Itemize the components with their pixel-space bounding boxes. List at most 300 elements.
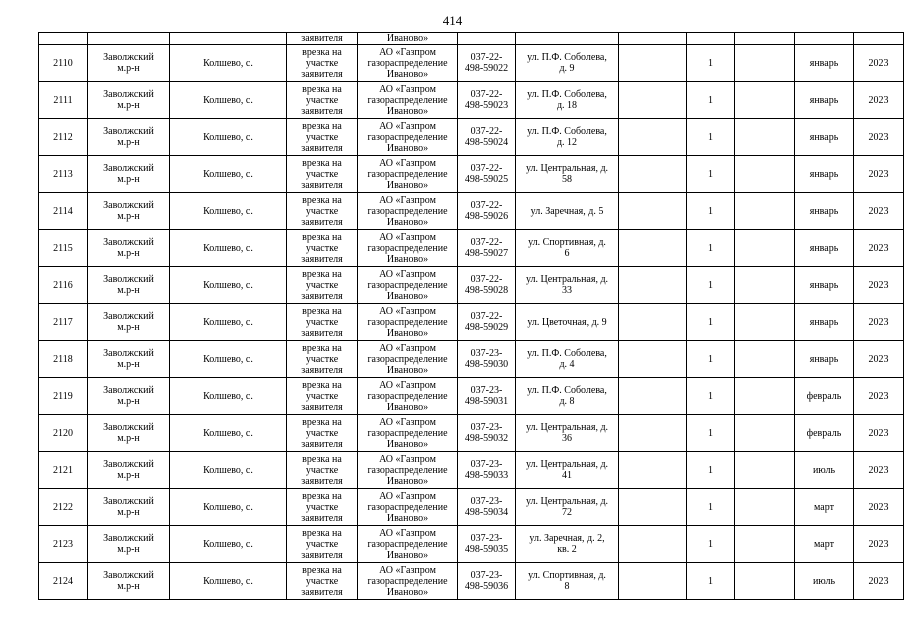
cell-locality: Колшево, с. bbox=[170, 341, 287, 378]
cell-empty bbox=[854, 33, 904, 45]
cell-district-line: Заволжский bbox=[103, 126, 154, 137]
cell-organization-line: АО «Газпром bbox=[379, 268, 436, 280]
cell-organization bbox=[358, 45, 458, 82]
cell-district bbox=[88, 341, 170, 378]
cell-work-type-line: заявителя bbox=[301, 364, 343, 376]
table-row bbox=[39, 82, 904, 119]
cell-empty bbox=[619, 489, 687, 526]
cell-district-line: Заволжский bbox=[103, 237, 154, 248]
cell-number: 2113 bbox=[39, 156, 88, 193]
cell-organization bbox=[358, 452, 458, 489]
table-row bbox=[39, 193, 904, 230]
cell-code-line: 498-59033 bbox=[464, 470, 509, 481]
cell-empty bbox=[735, 415, 795, 452]
cell-work-type bbox=[287, 193, 358, 230]
cell-work-type-line: заявителя bbox=[301, 216, 343, 228]
cell-year: 2023 bbox=[854, 526, 904, 563]
cell-organization-line: Иваново» bbox=[386, 290, 429, 302]
cell-empty bbox=[88, 33, 170, 45]
cell-work-type-line: участке bbox=[305, 316, 339, 328]
cell-code bbox=[458, 304, 516, 341]
cell-work-type bbox=[287, 563, 358, 600]
cell-quantity: 1 bbox=[687, 230, 735, 267]
cell-locality: Колшево, с. bbox=[170, 526, 287, 563]
cell-empty bbox=[619, 193, 687, 230]
cell-organization bbox=[358, 193, 458, 230]
cell-code-line: 037-23- bbox=[470, 570, 503, 581]
table-row bbox=[39, 563, 904, 600]
cell-year: 2023 bbox=[854, 230, 904, 267]
cell-organization-line: газораспределение bbox=[367, 538, 448, 550]
cell-empty bbox=[619, 267, 687, 304]
cell-locality: Колшево, с. bbox=[170, 267, 287, 304]
cell-district bbox=[88, 82, 170, 119]
cell-work-type bbox=[287, 230, 358, 267]
cell-organization-line: Иваново» bbox=[386, 105, 429, 117]
cell-organization-line: АО «Газпром bbox=[379, 490, 436, 502]
cell-district-line: м.р-н bbox=[117, 396, 140, 407]
cell-organization-line: газораспределение bbox=[367, 279, 448, 291]
cell-work-type-line: заявителя bbox=[301, 142, 343, 154]
cell-work-type-line: участке bbox=[305, 242, 339, 254]
cell-organization-line: газораспределение bbox=[367, 501, 448, 513]
cell-work-type bbox=[287, 267, 358, 304]
cell-district-line: м.р-н bbox=[117, 507, 140, 518]
cell-quantity: 1 bbox=[687, 82, 735, 119]
cell-empty bbox=[619, 82, 687, 119]
cell-empty bbox=[735, 156, 795, 193]
cell-district-line: Заволжский bbox=[103, 89, 154, 100]
cell-month: июль bbox=[795, 452, 854, 489]
cell-address-line: ул. Заречная, д. 2, bbox=[529, 533, 605, 544]
cell-code-line: 498-59025 bbox=[464, 174, 509, 185]
cell-empty bbox=[619, 156, 687, 193]
cell-work-type-line: участке bbox=[305, 353, 339, 365]
cell-work-type-line: участке bbox=[305, 168, 339, 180]
cell-district bbox=[88, 526, 170, 563]
cell-district-line: м.р-н bbox=[117, 433, 140, 444]
cell-organization-line: Иваново» bbox=[386, 364, 429, 376]
cell-month: январь bbox=[795, 193, 854, 230]
cell-district bbox=[88, 267, 170, 304]
cell-code bbox=[458, 378, 516, 415]
cell-empty bbox=[619, 452, 687, 489]
cell-work-type-line: врезка на bbox=[302, 527, 342, 539]
cell-district-line: м.р-н bbox=[117, 248, 140, 259]
table-row bbox=[39, 489, 904, 526]
cell-code-line: 037-23- bbox=[470, 422, 503, 433]
cell-work-type-line: заявителя bbox=[301, 475, 343, 487]
cell-month: январь bbox=[795, 156, 854, 193]
cell-number: 2112 bbox=[39, 119, 88, 156]
cell-empty bbox=[735, 193, 795, 230]
cell-organization-line: газораспределение bbox=[367, 57, 448, 69]
cell-number: 2123 bbox=[39, 526, 88, 563]
cell-work-type-line: участке bbox=[305, 575, 339, 587]
cell-month: март bbox=[795, 489, 854, 526]
cell-work-type-tail: заявителя bbox=[287, 33, 358, 45]
cell-code bbox=[458, 193, 516, 230]
cell-address-line: д. 12 bbox=[556, 137, 578, 148]
cell-code-line: 037-22- bbox=[470, 163, 503, 174]
cell-district bbox=[88, 45, 170, 82]
cell-quantity: 1 bbox=[687, 304, 735, 341]
cell-empty bbox=[619, 33, 687, 45]
cell-organization bbox=[358, 119, 458, 156]
cell-organization-line: Иваново» bbox=[386, 512, 429, 524]
cell-quantity: 1 bbox=[687, 119, 735, 156]
cell-address bbox=[516, 267, 619, 304]
cell-organization bbox=[358, 230, 458, 267]
cell-work-type-line: врезка на bbox=[302, 379, 342, 391]
cell-organization-line: газораспределение bbox=[367, 390, 448, 402]
cell-organization bbox=[358, 82, 458, 119]
cell-address bbox=[516, 489, 619, 526]
cell-year: 2023 bbox=[854, 452, 904, 489]
cell-work-type-line: врезка на bbox=[302, 490, 342, 502]
cell-work-type-line: врезка на bbox=[302, 342, 342, 354]
cell-address-line: ул. Центральная, д. bbox=[525, 274, 609, 285]
cell-address-line: д. 9 bbox=[559, 63, 575, 74]
cell-work-type-line: заявителя bbox=[301, 327, 343, 339]
cell-work-type-line: врезка на bbox=[302, 194, 342, 206]
cell-work-type bbox=[287, 304, 358, 341]
cell-address-line: ул. П.Ф. Соболева, bbox=[527, 348, 607, 359]
cell-work-type-line: участке bbox=[305, 94, 339, 106]
cell-work-type-line: участке bbox=[305, 131, 339, 143]
cell-district bbox=[88, 563, 170, 600]
cell-organization-line: Иваново» bbox=[386, 475, 429, 487]
cell-organization-line: газораспределение bbox=[367, 575, 448, 587]
cell-work-type-line: заявителя bbox=[301, 438, 343, 450]
cell-year: 2023 bbox=[854, 45, 904, 82]
cell-organization-line: Иваново» bbox=[386, 179, 429, 191]
page-number: 414 bbox=[442, 13, 463, 28]
table-row bbox=[39, 304, 904, 341]
cell-address-line: ул. Цветочная, д. 9 bbox=[527, 316, 607, 328]
cell-organization-line: АО «Газпром bbox=[379, 46, 436, 58]
cell-empty bbox=[619, 378, 687, 415]
cell-code-line: 498-59036 bbox=[464, 581, 509, 592]
cell-district-line: м.р-н bbox=[117, 63, 140, 74]
cell-code bbox=[458, 526, 516, 563]
cell-address-line: д. 18 bbox=[556, 100, 578, 111]
cell-address-line: ул. Спортивная, д. bbox=[528, 237, 606, 248]
cell-quantity: 1 bbox=[687, 415, 735, 452]
cell-address-line: ул. Центральная, д. bbox=[525, 459, 609, 470]
cell-organization-line: газораспределение bbox=[367, 168, 448, 180]
cell-address bbox=[516, 45, 619, 82]
cell-district-line: м.р-н bbox=[117, 470, 140, 481]
cell-empty bbox=[735, 267, 795, 304]
cell-organization-line: АО «Газпром bbox=[379, 305, 436, 317]
table-row bbox=[39, 378, 904, 415]
cell-number: 2118 bbox=[39, 341, 88, 378]
cell-district-line: м.р-н bbox=[117, 285, 140, 296]
cell-district bbox=[88, 378, 170, 415]
cell-empty bbox=[619, 45, 687, 82]
cell-locality: Колшево, с. bbox=[170, 45, 287, 82]
cell-locality: Колшево, с. bbox=[170, 304, 287, 341]
cell-year: 2023 bbox=[854, 304, 904, 341]
cell-address-line: кв. 2 bbox=[557, 544, 577, 555]
cell-district-line: Заволжский bbox=[103, 348, 154, 359]
cell-address-line: 41 bbox=[562, 470, 572, 481]
cell-month: февраль bbox=[795, 415, 854, 452]
cell-address bbox=[516, 156, 619, 193]
table-row bbox=[39, 230, 904, 267]
cell-year: 2023 bbox=[854, 378, 904, 415]
cell-year: 2023 bbox=[854, 156, 904, 193]
cell-organization bbox=[358, 378, 458, 415]
cell-district-line: Заволжский bbox=[103, 533, 154, 544]
cell-organization-line: АО «Газпром bbox=[379, 120, 436, 132]
cell-organization-line: АО «Газпром bbox=[379, 194, 436, 206]
cell-work-type bbox=[287, 156, 358, 193]
cell-address-line: ул. П.Ф. Соболева, bbox=[527, 385, 607, 396]
cell-code bbox=[458, 415, 516, 452]
cell-code-line: 498-59026 bbox=[464, 211, 509, 222]
cell-address bbox=[516, 452, 619, 489]
cell-organization-line: Иваново» bbox=[386, 142, 429, 154]
cell-number: 2114 bbox=[39, 193, 88, 230]
cell-organization-line: газораспределение bbox=[367, 94, 448, 106]
table-row bbox=[39, 119, 904, 156]
cell-locality: Колшево, с. bbox=[170, 489, 287, 526]
cell-organization-line: газораспределение bbox=[367, 427, 448, 439]
cell-quantity: 1 bbox=[687, 378, 735, 415]
table-row bbox=[39, 526, 904, 563]
cell-code-line: 498-59024 bbox=[464, 137, 509, 148]
cell-work-type bbox=[287, 452, 358, 489]
cell-year: 2023 bbox=[854, 267, 904, 304]
cell-organization-line: газораспределение bbox=[367, 242, 448, 254]
cell-code-line: 498-59035 bbox=[464, 544, 509, 555]
cell-empty bbox=[735, 526, 795, 563]
cell-organization-line: Иваново» bbox=[386, 438, 429, 450]
cell-district bbox=[88, 193, 170, 230]
cell-district-line: Заволжский bbox=[103, 274, 154, 285]
cell-empty bbox=[619, 563, 687, 600]
cell-work-type bbox=[287, 378, 358, 415]
cell-code-line: 498-59029 bbox=[464, 322, 509, 333]
cell-work-type-line: участке bbox=[305, 538, 339, 550]
cell-number: 2119 bbox=[39, 378, 88, 415]
cell-locality: Колшево, с. bbox=[170, 452, 287, 489]
registry-table bbox=[38, 32, 904, 600]
cell-quantity: 1 bbox=[687, 452, 735, 489]
cell-organization-line: АО «Газпром bbox=[379, 231, 436, 243]
cell-address-line: 36 bbox=[562, 433, 572, 444]
cell-locality: Колшево, с. bbox=[170, 230, 287, 267]
cell-empty bbox=[619, 230, 687, 267]
cell-code bbox=[458, 119, 516, 156]
cell-number: 2116 bbox=[39, 267, 88, 304]
cell-work-type bbox=[287, 119, 358, 156]
cell-organization-line: Иваново» bbox=[386, 68, 429, 80]
cell-empty bbox=[735, 304, 795, 341]
cell-code-line: 037-22- bbox=[470, 311, 503, 322]
cell-month: июль bbox=[795, 563, 854, 600]
cell-quantity: 1 bbox=[687, 45, 735, 82]
cell-organization bbox=[358, 563, 458, 600]
table-row bbox=[39, 267, 904, 304]
cell-code-line: 498-59031 bbox=[464, 396, 509, 407]
cell-address-line: ул. Центральная, д. bbox=[525, 163, 609, 174]
cell-month: январь bbox=[795, 304, 854, 341]
cell-empty bbox=[619, 119, 687, 156]
cell-organization bbox=[358, 341, 458, 378]
cell-organization bbox=[358, 304, 458, 341]
cell-month: январь bbox=[795, 119, 854, 156]
cell-empty bbox=[735, 563, 795, 600]
cell-number: 2111 bbox=[39, 82, 88, 119]
cell-address-line: 72 bbox=[562, 507, 572, 518]
cell-work-type-line: заявителя bbox=[301, 253, 343, 265]
table-row bbox=[39, 341, 904, 378]
cell-work-type-line: врезка на bbox=[302, 83, 342, 95]
cell-address-line: ул. Центральная, д. bbox=[525, 422, 609, 433]
cell-address-line: 8 bbox=[564, 581, 570, 592]
cell-district-line: Заволжский bbox=[103, 496, 154, 507]
cell-year: 2023 bbox=[854, 489, 904, 526]
cell-work-type-line: врезка на bbox=[302, 305, 342, 317]
cell-work-type bbox=[287, 415, 358, 452]
cell-code-line: 498-59030 bbox=[464, 359, 509, 370]
cell-work-type-line: заявителя bbox=[301, 68, 343, 80]
cell-organization bbox=[358, 415, 458, 452]
cell-empty bbox=[735, 33, 795, 45]
cell-code-line: 037-22- bbox=[470, 237, 503, 248]
cell-district-line: Заволжский bbox=[103, 311, 154, 322]
cell-organization-line: АО «Газпром bbox=[379, 379, 436, 391]
cell-work-type bbox=[287, 489, 358, 526]
cell-work-type-line: участке bbox=[305, 279, 339, 291]
cell-organization-line: газораспределение bbox=[367, 464, 448, 476]
cell-organization-line: Иваново» bbox=[386, 327, 429, 339]
cell-empty bbox=[735, 82, 795, 119]
cell-organization-line: Иваново» bbox=[386, 586, 429, 598]
cell-month: март bbox=[795, 526, 854, 563]
cell-organization-line: газораспределение bbox=[367, 205, 448, 217]
cell-district-line: м.р-н bbox=[117, 174, 140, 185]
cell-empty bbox=[619, 341, 687, 378]
cell-work-type-line: участке bbox=[305, 464, 339, 476]
cell-address-line: ул. Заречная, д. 5 bbox=[530, 205, 604, 217]
cell-month: январь bbox=[795, 82, 854, 119]
cell-code-line: 498-59023 bbox=[464, 100, 509, 111]
cell-work-type-line: участке bbox=[305, 390, 339, 402]
cell-empty bbox=[619, 415, 687, 452]
cell-district-line: м.р-н bbox=[117, 100, 140, 111]
cell-district-line: м.р-н bbox=[117, 211, 140, 222]
cell-district-line: Заволжский bbox=[103, 422, 154, 433]
cell-code bbox=[458, 267, 516, 304]
table-row bbox=[39, 415, 904, 452]
cell-work-type-line: участке bbox=[305, 205, 339, 217]
cell-locality: Колшево, с. bbox=[170, 119, 287, 156]
cell-work-type bbox=[287, 45, 358, 82]
cell-code bbox=[458, 341, 516, 378]
cell-code bbox=[458, 563, 516, 600]
cell-organization-line: АО «Газпром bbox=[379, 83, 436, 95]
cell-organization-line: Иваново» bbox=[386, 253, 429, 265]
cell-district bbox=[88, 156, 170, 193]
cell-organization-line: АО «Газпром bbox=[379, 527, 436, 539]
cell-district bbox=[88, 304, 170, 341]
cell-number: 2122 bbox=[39, 489, 88, 526]
cell-work-type-line: врезка на bbox=[302, 416, 342, 428]
cell-organization-line: газораспределение bbox=[367, 316, 448, 328]
cell-address bbox=[516, 378, 619, 415]
cell-address bbox=[516, 304, 619, 341]
cell-work-type-line: врезка на bbox=[302, 231, 342, 243]
cell-work-type-line: заявителя bbox=[301, 549, 343, 561]
cell-address-line: 58 bbox=[562, 174, 572, 185]
cell-organization-line: АО «Газпром bbox=[379, 416, 436, 428]
cell-organization-line: АО «Газпром bbox=[379, 453, 436, 465]
cell-organization-line: газораспределение bbox=[367, 353, 448, 365]
cell-code-line: 037-22- bbox=[470, 89, 503, 100]
cell-work-type-line: врезка на bbox=[302, 453, 342, 465]
cell-empty bbox=[619, 526, 687, 563]
cell-empty bbox=[170, 33, 287, 45]
cell-empty bbox=[458, 33, 516, 45]
cell-locality: Колшево, с. bbox=[170, 415, 287, 452]
cell-code-line: 498-59032 bbox=[464, 433, 509, 444]
cell-empty bbox=[735, 489, 795, 526]
cell-address bbox=[516, 563, 619, 600]
cell-work-type-line: врезка на bbox=[302, 120, 342, 132]
cell-locality: Колшево, с. bbox=[170, 156, 287, 193]
cell-quantity: 1 bbox=[687, 526, 735, 563]
cell-code bbox=[458, 82, 516, 119]
cell-month: январь bbox=[795, 341, 854, 378]
cell-org-tail: Иваново» bbox=[358, 33, 458, 45]
cell-number: 2120 bbox=[39, 415, 88, 452]
cell-organization bbox=[358, 267, 458, 304]
cell-district-line: Заволжский bbox=[103, 385, 154, 396]
cell-quantity: 1 bbox=[687, 563, 735, 600]
cell-quantity: 1 bbox=[687, 156, 735, 193]
cell-organization-line: АО «Газпром bbox=[379, 342, 436, 354]
cell-district-line: м.р-н bbox=[117, 544, 140, 555]
cell-address bbox=[516, 526, 619, 563]
cell-month: январь bbox=[795, 230, 854, 267]
cell-organization-line: АО «Газпром bbox=[379, 564, 436, 576]
cell-code bbox=[458, 156, 516, 193]
cell-work-type bbox=[287, 82, 358, 119]
cell-empty bbox=[735, 230, 795, 267]
cell-work-type bbox=[287, 341, 358, 378]
cell-address-line: д. 8 bbox=[559, 396, 575, 407]
cell-district-line: Заволжский bbox=[103, 570, 154, 581]
cell-district-line: м.р-н bbox=[117, 322, 140, 333]
cell-address bbox=[516, 82, 619, 119]
cell-number: 2115 bbox=[39, 230, 88, 267]
cell-address bbox=[516, 119, 619, 156]
cell-month: январь bbox=[795, 45, 854, 82]
cell-quantity: 1 bbox=[687, 489, 735, 526]
cell-code-line: 498-59034 bbox=[464, 507, 509, 518]
cell-organization-line: Иваново» bbox=[386, 401, 429, 413]
cell-code-line: 498-59028 bbox=[464, 285, 509, 296]
cell-code-line: 037-22- bbox=[470, 126, 503, 137]
cell-empty bbox=[687, 33, 735, 45]
cell-empty bbox=[735, 119, 795, 156]
cell-code-line: 037-22- bbox=[470, 52, 503, 63]
cell-address bbox=[516, 341, 619, 378]
